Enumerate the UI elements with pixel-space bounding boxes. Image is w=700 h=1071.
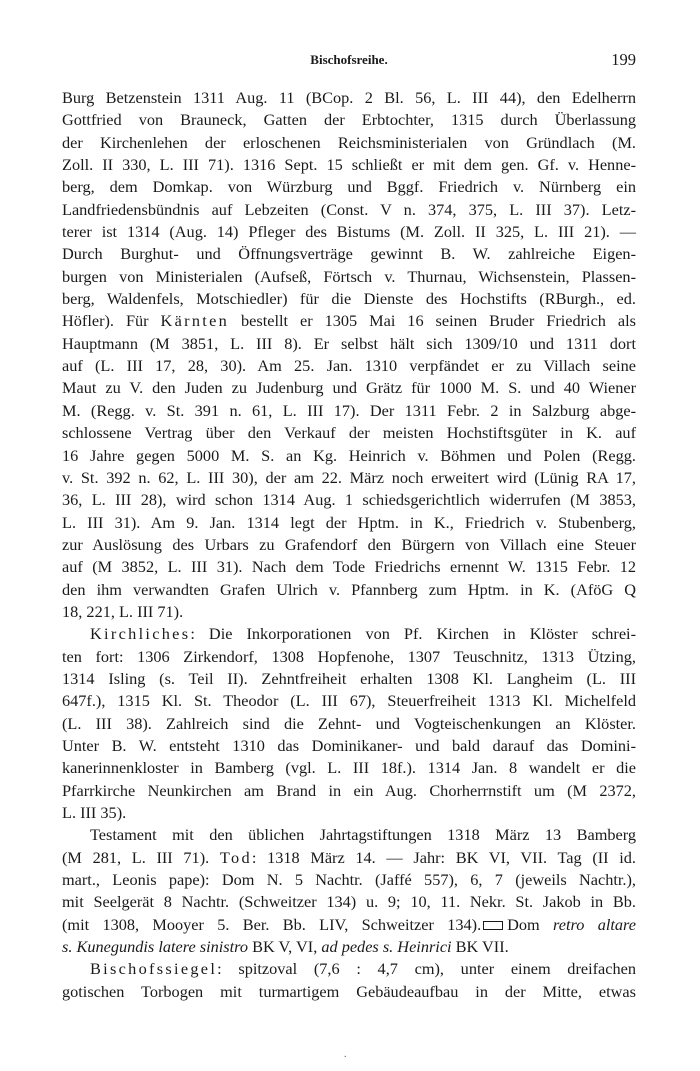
- text-line: [62, 400, 636, 422]
- text-line: [62, 489, 636, 511]
- text-run: (mit 1308, Mooyer 5. Ber. Bb. LIV, Schweitzer 134).: [62, 914, 482, 934]
- text-line: [62, 288, 636, 310]
- text-run: Durch Burghut- und Öffnungsverträge gewinnt B. W. zahlreiche Eigen-: [62, 244, 636, 264]
- text-line: [62, 958, 636, 980]
- text-run: burgen von Ministerialen (Aufseß, Förtsch v. Thurnau, Wichsenstein, Plassen-: [62, 266, 636, 286]
- text-line: [62, 176, 636, 198]
- text-run: BK VII.: [451, 937, 509, 957]
- text-run: Maut zu V. den Juden zu Judenburg und Grätz für 1000 M. S. und 40 Wiener: [62, 378, 636, 398]
- text-run: berg, Waldenfels, Motschiedler) für die Dienste des Hochstifts (RBurgh., ed.: [62, 289, 636, 309]
- running-title: Bischofsreihe.: [310, 52, 388, 67]
- text-run: mart., Leonis pape): Dom N. 5 Nachtr. (Jaffé 557), 6, 7 (jeweils Nachtr.),: [62, 870, 636, 890]
- text-line: [62, 467, 636, 489]
- text-run: auf (M 3852, L. III 31). Nach dem Tode Friedrichs ernennt W. 1315 Febr. 12: [62, 557, 636, 577]
- page-end-mark: .: [344, 1049, 347, 1060]
- text-run: M. (Regg. v. St. 391 n. 61, L. III 17). Der 1311 Febr. 2 in Salzburg abge-: [62, 400, 636, 420]
- text-run: 1314 Isling (s. Teil II). Zehntfreiheit erhalten 1308 Kl. Langheim (L. III: [62, 668, 636, 688]
- text-run: ten fort: 1306 Zirkendorf, 1308 Hopfenohe, 1307 Teuschnitz, 1313 Ützing,: [62, 646, 636, 666]
- text-run: : spitzoval (7,6 : 4,7 cm), unter einem dreifachen: [217, 959, 636, 979]
- text-run: Pfarrkirche Neunkirchen am Brand in ein Aug. Chorherrnstift um (M 2372,: [62, 780, 636, 800]
- text-line: [62, 914, 636, 936]
- text-run: Dom: [507, 914, 554, 934]
- text-line: [62, 824, 636, 846]
- text-line: [62, 869, 636, 891]
- text-run: Testament mit den üblichen Jahrtagstiftungen 1318 März 13 Bamberg: [90, 825, 636, 845]
- text-run: : Die Inkorporationen von Pf. Kirchen in Klöster schrei-: [190, 624, 636, 644]
- text-line: [62, 243, 636, 265]
- text-line: [62, 623, 636, 645]
- text-run: Höfler). Für: [62, 311, 161, 331]
- text-line: [62, 221, 636, 243]
- text-run: Burg Betzenstein 1311 Aug. 11 (BCop. 2 Bl. 56, L. III 44), den Edelherrn: [62, 88, 636, 107]
- text-line: [62, 154, 636, 176]
- text-line: [62, 87, 636, 109]
- text-run: Unter B. W. entsteht 1310 das Dominikaner- und bald darauf das Domini-: [62, 735, 636, 755]
- text-line: [62, 757, 636, 779]
- text-run: zur Auslösung des Urbars zu Grafendorf den Bürgern von Villach eine Steuer: [62, 534, 636, 554]
- text-line: [62, 936, 636, 958]
- text-run: BK V, VI,: [248, 937, 322, 957]
- spaced-heading-word: Kirchliches: [90, 624, 191, 644]
- text-line: [62, 132, 636, 154]
- text-line: [62, 579, 636, 601]
- text-run: v. St. 392 n. 62, L. III 30), der am 22. März noch erweitert wird (Lünig RA 17,: [62, 467, 636, 487]
- page-number: 199: [611, 50, 636, 69]
- text-line: [62, 847, 636, 869]
- text-run: 16 Jahre gegen 5000 M. S. an Kg. Heinrich v. Böhmen und Polen (Regg.: [62, 445, 636, 465]
- text-line: [62, 668, 636, 690]
- text-line: [62, 377, 636, 399]
- text-run: kanerinnenkloster in Bamberg (vgl. L. III 18f.). 1314 Jan. 8 wandelt er die: [62, 758, 636, 778]
- text-run: 36, L. III 28), wird schon 1314 Aug. 1 schiedsgerichtlich widerrufen (M 3853,: [62, 490, 636, 510]
- text-line: [62, 355, 636, 377]
- text-line: [62, 534, 636, 556]
- text-run: gotischen Torbogen mit turmartigem Gebäudeaufbau in der Mitte, etwas: [62, 981, 636, 1001]
- text-line: [62, 109, 636, 131]
- running-head: [62, 50, 636, 74]
- text-line: [62, 266, 636, 288]
- text-line: [62, 735, 636, 757]
- text-run: L. III 35).: [62, 803, 127, 822]
- spaced-heading-word: Bischofssiegel: [90, 959, 218, 979]
- text-run: bestellt er 1305 Mai 16 seinen Bruder Friedrich als: [229, 311, 636, 331]
- spaced-heading-word: Tod: [219, 847, 252, 867]
- italic-phrase: s. Kunegundis latere sinistro: [62, 937, 249, 957]
- text-run: 18, 221, L. III 71).: [62, 601, 184, 621]
- text-line: [62, 310, 636, 332]
- italic-phrase: retro altare: [553, 914, 636, 934]
- grave-box-icon: [483, 921, 503, 930]
- text-run: auf (L. III 17, 28, 30). Am 25. Jan. 1310 verpfändet er zu Villach seine: [62, 356, 636, 376]
- text-run: : 1318 März 14. — Jahr: BK VI, VII. Tag (II id.: [251, 847, 637, 867]
- text-run: (M 281, L. III 71).: [62, 847, 220, 867]
- body-text: [62, 87, 636, 1003]
- text-line: [62, 512, 636, 534]
- text-run: berg, dem Domkap. von Würzburg und Bggf. Friedrich v. Nürnberg ein: [62, 177, 636, 197]
- text-line: [62, 333, 636, 355]
- text-run: 647f.), 1315 Kl. St. Theodor (L. III 67), Steuerfreiheit 1313 Kl. Michelfeld: [62, 691, 636, 711]
- text-line: [62, 601, 636, 623]
- text-run: (L. III 38). Zahlreich sind die Zehnt- und Vogteischenkungen an Klöster.: [62, 713, 636, 733]
- text-line: [62, 556, 636, 578]
- text-run: schlossene Vertrag über den Verkauf der meisten Hochstiftsgüter in K. auf: [62, 423, 636, 443]
- text-run: L. III 31). Am 9. Jan. 1314 legt der Hptm. in K., Friedrich v. Stubenberg,: [62, 512, 636, 532]
- text-line: [62, 780, 636, 802]
- spaced-heading-word: Kärnten: [160, 311, 230, 331]
- text-run: terer ist 1314 (Aug. 14) Pfleger des Bistums (M. Zoll. II 325, L. III 21). —: [62, 222, 636, 242]
- text-line: [62, 690, 636, 712]
- text-run: Landfriedensbündnis auf Lebzeiten (Const. V n. 374, 375, L. III 37). Letz-: [62, 199, 636, 219]
- text-run: der Kirchenlehen der erloschenen Reichsministerialen von Gründlach (M.: [62, 132, 636, 152]
- italic-phrase: ad pedes s. Heinrici: [321, 937, 452, 957]
- text-line: [62, 713, 636, 735]
- text-run: Hauptmann (M 3851, L. III 8). Er selbst hält sich 1309/10 und 1311 dort: [62, 333, 636, 353]
- text-line: [62, 445, 636, 467]
- text-line: [62, 646, 636, 668]
- text-line: [62, 891, 636, 913]
- text-run: mit Seelgerät 8 Nachtr. (Schweitzer 134) u. 9; 10, 11. Nekr. St. Jakob in Bb.: [62, 892, 636, 912]
- text-line: [62, 981, 636, 1003]
- text-run: Zoll. II 330, L. III 71). 1316 Sept. 15 schließt er mit dem gen. Gf. v. Henne-: [62, 155, 636, 175]
- text-run: den ihm verwandten Grafen Ulrich v. Pfannberg zum Hptm. in K. (AföG Q: [62, 579, 636, 599]
- text-line: [62, 199, 636, 221]
- text-line: [62, 422, 636, 444]
- text-run: Gottfried von Brauneck, Gatten der Erbtochter, 1315 durch Überlassung: [62, 110, 636, 130]
- text-line: [62, 802, 636, 824]
